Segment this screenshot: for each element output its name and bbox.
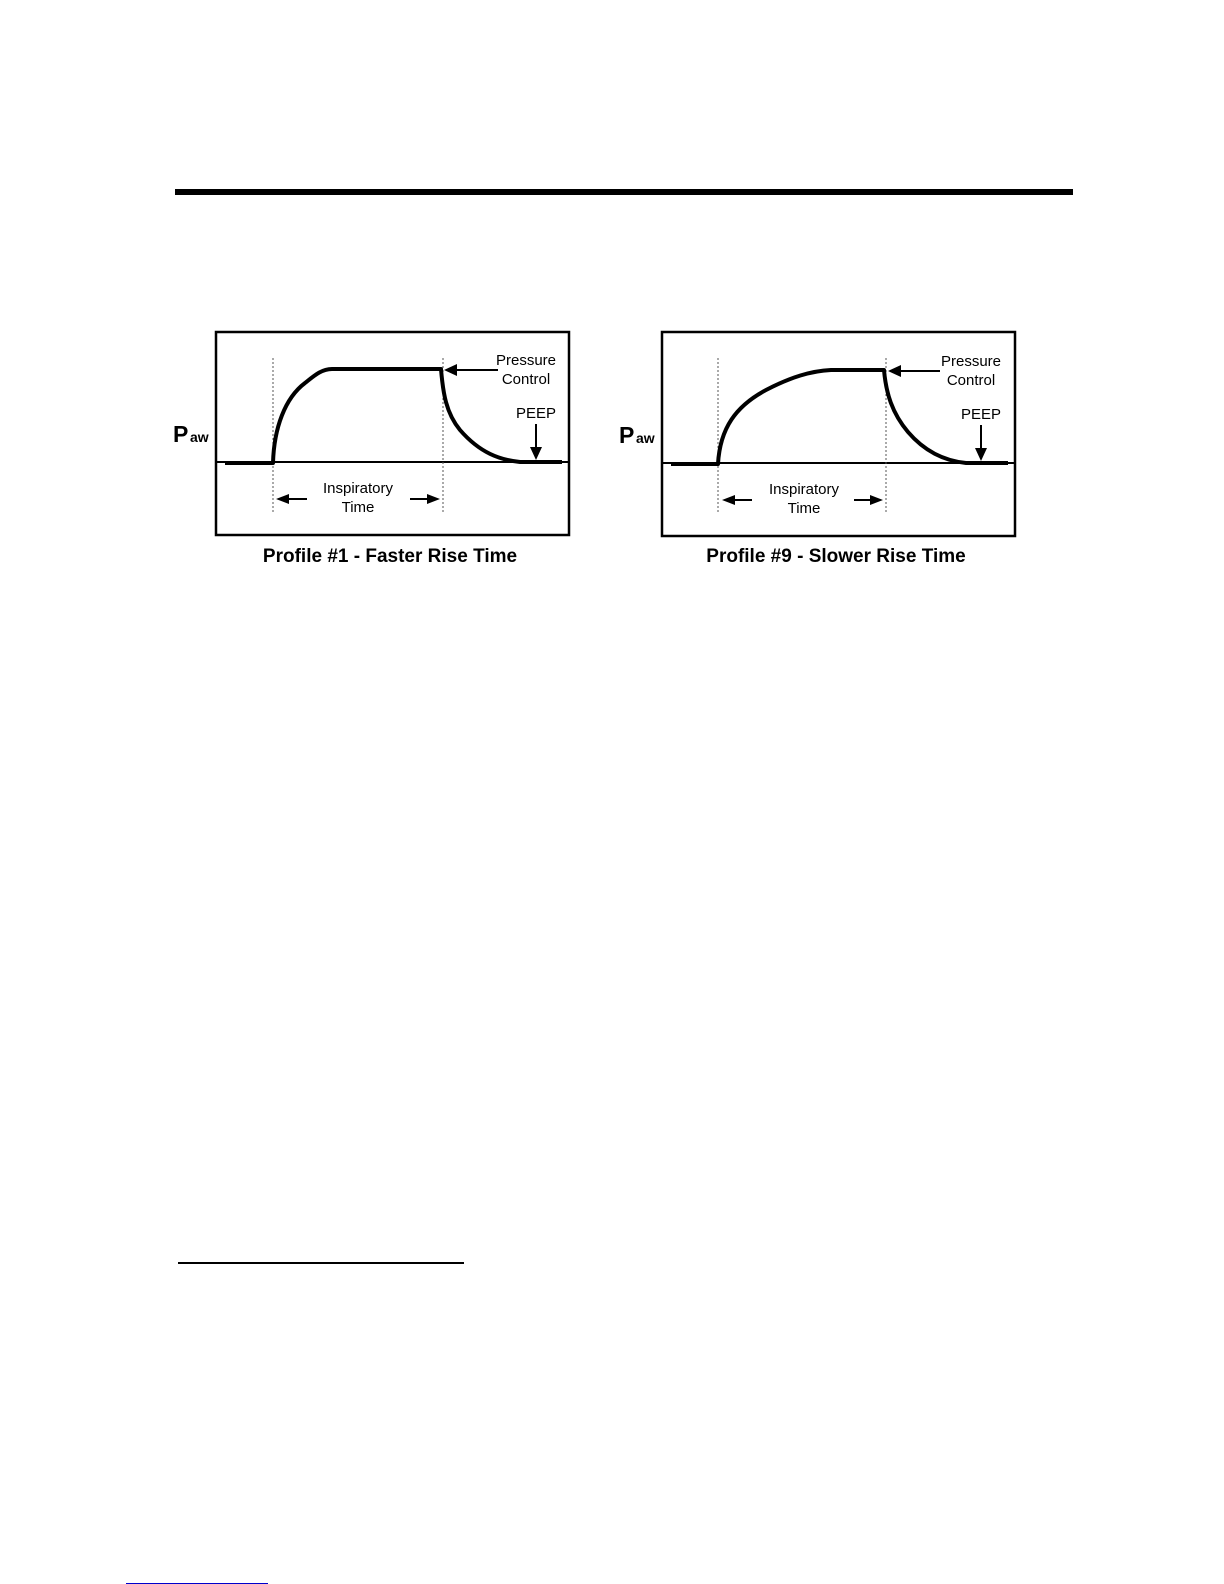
inspiratory-label-line1: Inspiratory bbox=[768, 481, 840, 498]
pressure-label-line2: Control bbox=[946, 372, 996, 389]
y-axis-label: P bbox=[173, 421, 189, 447]
peep-label: PEEP bbox=[960, 406, 1002, 423]
pressure-control-arrowhead bbox=[888, 365, 901, 377]
inspiratory-time-left-arrowhead bbox=[276, 494, 289, 504]
y-axis-label-subscript: aw bbox=[636, 430, 655, 446]
peep-label: PEEP bbox=[515, 405, 557, 422]
profile-9-diagram bbox=[616, 318, 1056, 548]
pressure-label-line2: Control bbox=[501, 371, 551, 388]
profile-1-diagram bbox=[170, 318, 610, 548]
y-axis-label: P bbox=[619, 422, 635, 448]
inspiratory-time-left-arrowhead bbox=[722, 495, 735, 505]
inspiratory-label-line2: Time bbox=[341, 499, 375, 516]
pressure-control-arrowhead bbox=[444, 364, 457, 376]
inspiratory-label-line1: Inspiratory bbox=[322, 480, 394, 497]
profile-9-figure bbox=[616, 318, 1056, 578]
top-rule bbox=[175, 189, 1073, 195]
peep-arrowhead bbox=[975, 448, 987, 461]
inspiratory-label-line2: Time bbox=[787, 500, 821, 517]
peep-arrowhead bbox=[530, 447, 542, 460]
footnote-rule bbox=[178, 1262, 464, 1264]
inspiratory-time-right-arrowhead bbox=[427, 494, 440, 504]
figure-caption: Profile #1 - Faster Rise Time bbox=[262, 546, 518, 567]
inspiratory-time-right-arrowhead bbox=[870, 495, 883, 505]
profile-1-figure bbox=[170, 318, 610, 578]
pressure-label-line1: Pressure bbox=[940, 353, 1002, 370]
figure-caption: Profile #9 - Slower Rise Time bbox=[706, 546, 966, 567]
y-axis-label-subscript: aw bbox=[190, 429, 209, 445]
pressure-label-line1: Pressure bbox=[495, 352, 557, 369]
